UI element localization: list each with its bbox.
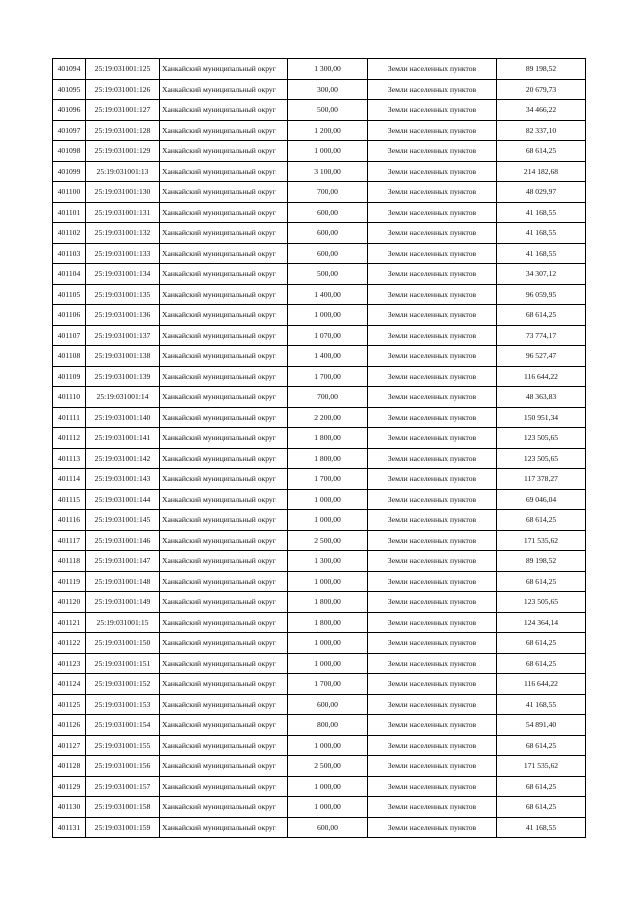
area-cell: 1 700,00 — [288, 674, 368, 695]
record-number-cell: 401131 — [53, 817, 86, 838]
area-cell: 600,00 — [288, 694, 368, 715]
record-number-cell: 401123 — [53, 653, 86, 674]
cadastral-number-cell: 25:19:031001:145 — [86, 510, 160, 531]
cadastral-value-cell: 117 378,27 — [497, 469, 586, 490]
cadastral-value-cell: 150 951,34 — [497, 407, 586, 428]
land-category-cell: Земли населенных пунктов — [368, 120, 497, 141]
cadastral-value-cell: 89 198,52 — [497, 59, 586, 80]
area-cell: 600,00 — [288, 202, 368, 223]
table-row — [53, 428, 586, 449]
municipality-cell: Ханкайский муниципальный округ — [160, 756, 288, 777]
cadastral-value-cell: 68 614,25 — [497, 571, 586, 592]
area-cell: 1 300,00 — [288, 59, 368, 80]
land-category-cell: Земли населенных пунктов — [368, 469, 497, 490]
table-row — [53, 530, 586, 551]
municipality-cell: Ханкайский муниципальный округ — [160, 79, 288, 100]
land-category-cell: Земли населенных пунктов — [368, 346, 497, 367]
land-category-cell: Земли населенных пунктов — [368, 141, 497, 162]
cadastral-number-cell: 25:19:031001:135 — [86, 284, 160, 305]
cadastral-value-cell: 68 614,25 — [497, 797, 586, 818]
cadastral-value-cell: 68 614,25 — [497, 141, 586, 162]
land-category-cell: Земли населенных пунктов — [368, 182, 497, 203]
cadastral-number-cell: 25:19:031001:155 — [86, 735, 160, 756]
record-number-cell: 401129 — [53, 776, 86, 797]
cadastral-value-cell: 123 505,65 — [497, 448, 586, 469]
table-row — [53, 653, 586, 674]
land-category-cell: Земли населенных пунктов — [368, 387, 497, 408]
record-number-cell: 401096 — [53, 100, 86, 121]
cadastral-number-cell: 25:19:031001:133 — [86, 243, 160, 264]
cadastral-value-cell: 96 527,47 — [497, 346, 586, 367]
area-cell: 1 700,00 — [288, 366, 368, 387]
table-row — [53, 448, 586, 469]
table-row — [53, 674, 586, 695]
record-number-cell: 401108 — [53, 346, 86, 367]
table-row — [53, 756, 586, 777]
municipality-cell: Ханкайский муниципальный округ — [160, 551, 288, 572]
area-cell: 1 700,00 — [288, 469, 368, 490]
area-cell: 800,00 — [288, 715, 368, 736]
table-row — [53, 346, 586, 367]
record-number-cell: 401122 — [53, 633, 86, 654]
cadastral-number-cell: 25:19:031001:134 — [86, 264, 160, 285]
area-cell: 700,00 — [288, 387, 368, 408]
cadastral-number-cell: 25:19:031001:127 — [86, 100, 160, 121]
municipality-cell: Ханкайский муниципальный округ — [160, 448, 288, 469]
table-row — [53, 182, 586, 203]
cadastral-number-cell: 25:19:031001:148 — [86, 571, 160, 592]
cadastral-value-cell: 69 046,04 — [497, 489, 586, 510]
area-cell: 1 000,00 — [288, 489, 368, 510]
record-number-cell: 401125 — [53, 694, 86, 715]
cadastral-number-cell: 25:19:031001:14 — [86, 387, 160, 408]
municipality-cell: Ханкайский муниципальный округ — [160, 530, 288, 551]
cadastral-value-cell: 123 505,65 — [497, 592, 586, 613]
cadastral-value-cell: 171 535,62 — [497, 756, 586, 777]
land-category-cell: Земли населенных пунктов — [368, 59, 497, 80]
municipality-cell: Ханкайский муниципальный округ — [160, 776, 288, 797]
table-row — [53, 264, 586, 285]
cadastral-value-cell: 41 168,55 — [497, 243, 586, 264]
table-row — [53, 489, 586, 510]
cadastral-number-cell: 25:19:031001:137 — [86, 325, 160, 346]
table-row — [53, 141, 586, 162]
cadastral-value-cell: 41 168,55 — [497, 223, 586, 244]
record-number-cell: 401120 — [53, 592, 86, 613]
land-category-cell: Земли населенных пунктов — [368, 428, 497, 449]
cadastral-value-cell: 34 466,22 — [497, 100, 586, 121]
land-category-cell: Земли населенных пунктов — [368, 325, 497, 346]
land-category-cell: Земли населенных пунктов — [368, 100, 497, 121]
record-number-cell: 401118 — [53, 551, 86, 572]
municipality-cell: Ханкайский муниципальный округ — [160, 141, 288, 162]
land-category-cell: Земли населенных пунктов — [368, 305, 497, 326]
area-cell: 1 200,00 — [288, 120, 368, 141]
municipality-cell: Ханкайский муниципальный округ — [160, 305, 288, 326]
cadastral-number-cell: 25:19:031001:149 — [86, 592, 160, 613]
municipality-cell: Ханкайский муниципальный округ — [160, 715, 288, 736]
land-category-cell: Земли населенных пунктов — [368, 633, 497, 654]
cadastral-value-cell: 68 614,25 — [497, 776, 586, 797]
municipality-cell: Ханкайский муниципальный округ — [160, 797, 288, 818]
area-cell: 1 000,00 — [288, 776, 368, 797]
record-number-cell: 401110 — [53, 387, 86, 408]
land-category-cell: Земли населенных пунктов — [368, 756, 497, 777]
cadastral-value-cell: 54 891,40 — [497, 715, 586, 736]
cadastral-value-cell: 82 337,10 — [497, 120, 586, 141]
table-row — [53, 592, 586, 613]
municipality-cell: Ханкайский муниципальный округ — [160, 428, 288, 449]
record-number-cell: 401124 — [53, 674, 86, 695]
cadastral-value-cell: 41 168,55 — [497, 202, 586, 223]
municipality-cell: Ханкайский муниципальный округ — [160, 674, 288, 695]
cadastral-number-cell: 25:19:031001:136 — [86, 305, 160, 326]
land-category-cell: Земли населенных пунктов — [368, 243, 497, 264]
cadastral-value-cell: 41 168,55 — [497, 694, 586, 715]
land-category-cell: Земли населенных пунктов — [368, 448, 497, 469]
cadastral-value-cell: 68 614,25 — [497, 735, 586, 756]
cadastral-number-cell: 25:19:031001:126 — [86, 79, 160, 100]
cadastral-value-cell: 89 198,52 — [497, 551, 586, 572]
land-category-cell: Земли населенных пунктов — [368, 530, 497, 551]
cadastral-number-cell: 25:19:031001:129 — [86, 141, 160, 162]
record-number-cell: 401119 — [53, 571, 86, 592]
municipality-cell: Ханкайский муниципальный округ — [160, 284, 288, 305]
area-cell: 1 000,00 — [288, 305, 368, 326]
area-cell: 300,00 — [288, 79, 368, 100]
cadastral-number-cell: 25:19:031001:139 — [86, 366, 160, 387]
cadastral-number-cell: 25:19:031001:152 — [86, 674, 160, 695]
area-cell: 1 000,00 — [288, 633, 368, 654]
municipality-cell: Ханкайский муниципальный округ — [160, 592, 288, 613]
cadastral-number-cell: 25:19:031001:158 — [86, 797, 160, 818]
cadastral-value-cell: 48 363,83 — [497, 387, 586, 408]
table-row — [53, 202, 586, 223]
cadastral-number-cell: 25:19:031001:140 — [86, 407, 160, 428]
record-number-cell: 401106 — [53, 305, 86, 326]
area-cell: 500,00 — [288, 100, 368, 121]
table-row — [53, 612, 586, 633]
municipality-cell: Ханкайский муниципальный округ — [160, 202, 288, 223]
municipality-cell: Ханкайский муниципальный округ — [160, 694, 288, 715]
cadastral-number-cell: 25:19:031001:130 — [86, 182, 160, 203]
area-cell: 1 800,00 — [288, 448, 368, 469]
area-cell: 1 400,00 — [288, 346, 368, 367]
table-row — [53, 387, 586, 408]
cadastral-value-cell: 116 644,22 — [497, 674, 586, 695]
record-number-cell: 401094 — [53, 59, 86, 80]
table-row — [53, 407, 586, 428]
municipality-cell: Ханкайский муниципальный округ — [160, 264, 288, 285]
area-cell: 600,00 — [288, 243, 368, 264]
municipality-cell: Ханкайский муниципальный округ — [160, 243, 288, 264]
area-cell: 1 800,00 — [288, 592, 368, 613]
municipality-cell: Ханкайский муниципальный округ — [160, 469, 288, 490]
table-row — [53, 59, 586, 80]
cadastral-number-cell: 25:19:031001:128 — [86, 120, 160, 141]
cadastral-number-cell: 25:19:031001:159 — [86, 817, 160, 838]
land-category-cell: Земли населенных пунктов — [368, 510, 497, 531]
record-number-cell: 401105 — [53, 284, 86, 305]
table-row — [53, 161, 586, 182]
municipality-cell: Ханкайский муниципальный округ — [160, 633, 288, 654]
land-category-cell: Земли населенных пунктов — [368, 79, 497, 100]
cadastral-number-cell: 25:19:031001:132 — [86, 223, 160, 244]
cadastral-value-cell: 214 182,68 — [497, 161, 586, 182]
table-row — [53, 100, 586, 121]
cadastral-value-cell: 68 614,25 — [497, 633, 586, 654]
cadastral-number-cell: 25:19:031001:153 — [86, 694, 160, 715]
table-row — [53, 325, 586, 346]
record-number-cell: 401112 — [53, 428, 86, 449]
cadastral-value-cell: 68 614,25 — [497, 305, 586, 326]
record-number-cell: 401113 — [53, 448, 86, 469]
record-number-cell: 401107 — [53, 325, 86, 346]
municipality-cell: Ханкайский муниципальный округ — [160, 182, 288, 203]
land-category-cell: Земли населенных пунктов — [368, 551, 497, 572]
table-row — [53, 817, 586, 838]
cadastral-number-cell: 25:19:031001:147 — [86, 551, 160, 572]
table-row — [53, 735, 586, 756]
municipality-cell: Ханкайский муниципальный округ — [160, 489, 288, 510]
record-number-cell: 401126 — [53, 715, 86, 736]
record-number-cell: 401101 — [53, 202, 86, 223]
land-category-cell: Земли населенных пунктов — [368, 797, 497, 818]
record-number-cell: 401098 — [53, 141, 86, 162]
area-cell: 700,00 — [288, 182, 368, 203]
table-row — [53, 366, 586, 387]
land-category-cell: Земли населенных пунктов — [368, 284, 497, 305]
cadastral-number-cell: 25:19:031001:146 — [86, 530, 160, 551]
record-number-cell: 401102 — [53, 223, 86, 244]
cadastral-number-cell: 25:19:031001:142 — [86, 448, 160, 469]
table-row — [53, 510, 586, 531]
cadastral-value-cell: 68 614,25 — [497, 510, 586, 531]
table-body — [53, 59, 586, 838]
land-category-cell: Земли населенных пунктов — [368, 264, 497, 285]
municipality-cell: Ханкайский муниципальный округ — [160, 387, 288, 408]
record-number-cell: 401109 — [53, 366, 86, 387]
municipality-cell: Ханкайский муниципальный округ — [160, 120, 288, 141]
cadastral-value-cell: 34 307,12 — [497, 264, 586, 285]
area-cell: 1 800,00 — [288, 612, 368, 633]
record-number-cell: 401114 — [53, 469, 86, 490]
cadastral-number-cell: 25:19:031001:138 — [86, 346, 160, 367]
cadastral-number-cell: 25:19:031001:13 — [86, 161, 160, 182]
municipality-cell: Ханкайский муниципальный округ — [160, 366, 288, 387]
land-category-cell: Земли населенных пунктов — [368, 489, 497, 510]
cadastral-number-cell: 25:19:031001:154 — [86, 715, 160, 736]
municipality-cell: Ханкайский муниципальный округ — [160, 735, 288, 756]
cadastral-number-cell: 25:19:031001:144 — [86, 489, 160, 510]
area-cell: 1 000,00 — [288, 735, 368, 756]
land-category-cell: Земли населенных пунктов — [368, 202, 497, 223]
land-category-cell: Земли населенных пунктов — [368, 612, 497, 633]
table-row — [53, 120, 586, 141]
land-category-cell: Земли населенных пунктов — [368, 653, 497, 674]
table-row — [53, 223, 586, 244]
record-number-cell: 401115 — [53, 489, 86, 510]
record-number-cell: 401117 — [53, 530, 86, 551]
municipality-cell: Ханкайский муниципальный округ — [160, 161, 288, 182]
land-category-cell: Земли населенных пунктов — [368, 592, 497, 613]
land-category-cell: Земли населенных пунктов — [368, 817, 497, 838]
area-cell: 1 400,00 — [288, 284, 368, 305]
cadastral-number-cell: 25:19:031001:141 — [86, 428, 160, 449]
area-cell: 1 000,00 — [288, 571, 368, 592]
land-category-cell: Земли населенных пунктов — [368, 735, 497, 756]
table-row — [53, 243, 586, 264]
cadastral-number-cell: 25:19:031001:131 — [86, 202, 160, 223]
cadastral-value-cell: 123 505,65 — [497, 428, 586, 449]
table-row — [53, 551, 586, 572]
record-number-cell: 401128 — [53, 756, 86, 777]
record-number-cell: 401100 — [53, 182, 86, 203]
land-category-cell: Земли населенных пунктов — [368, 407, 497, 428]
table-row — [53, 571, 586, 592]
municipality-cell: Ханкайский муниципальный округ — [160, 59, 288, 80]
record-number-cell: 401111 — [53, 407, 86, 428]
municipality-cell: Ханкайский муниципальный округ — [160, 407, 288, 428]
land-category-cell: Земли населенных пунктов — [368, 694, 497, 715]
land-plots-table — [52, 58, 586, 838]
cadastral-value-cell: 116 644,22 — [497, 366, 586, 387]
land-category-cell: Земли населенных пунктов — [368, 366, 497, 387]
municipality-cell: Ханкайский муниципальный округ — [160, 325, 288, 346]
municipality-cell: Ханкайский муниципальный округ — [160, 510, 288, 531]
record-number-cell: 401095 — [53, 79, 86, 100]
municipality-cell: Ханкайский муниципальный округ — [160, 100, 288, 121]
table-row — [53, 305, 586, 326]
area-cell: 2 200,00 — [288, 407, 368, 428]
area-cell: 1 000,00 — [288, 510, 368, 531]
record-number-cell: 401099 — [53, 161, 86, 182]
land-category-cell: Земли населенных пунктов — [368, 715, 497, 736]
table-row — [53, 797, 586, 818]
cadastral-number-cell: 25:19:031001:150 — [86, 633, 160, 654]
record-number-cell: 401127 — [53, 735, 86, 756]
area-cell: 600,00 — [288, 817, 368, 838]
municipality-cell: Ханкайский муниципальный округ — [160, 612, 288, 633]
record-number-cell: 401104 — [53, 264, 86, 285]
record-number-cell: 401097 — [53, 120, 86, 141]
table-row — [53, 79, 586, 100]
cadastral-value-cell: 73 774,17 — [497, 325, 586, 346]
cadastral-number-cell: 25:19:031001:15 — [86, 612, 160, 633]
cadastral-value-cell: 48 029,97 — [497, 182, 586, 203]
area-cell: 600,00 — [288, 223, 368, 244]
land-category-cell: Земли населенных пунктов — [368, 674, 497, 695]
area-cell: 500,00 — [288, 264, 368, 285]
area-cell: 1 070,00 — [288, 325, 368, 346]
record-number-cell: 401121 — [53, 612, 86, 633]
cadastral-value-cell: 41 168,55 — [497, 817, 586, 838]
table-row — [53, 715, 586, 736]
land-category-cell: Земли населенных пунктов — [368, 223, 497, 244]
record-number-cell: 401116 — [53, 510, 86, 531]
cadastral-value-cell: 124 364,14 — [497, 612, 586, 633]
land-category-cell: Земли населенных пунктов — [368, 161, 497, 182]
cadastral-value-cell: 96 059,95 — [497, 284, 586, 305]
cadastral-number-cell: 25:19:031001:125 — [86, 59, 160, 80]
cadastral-number-cell: 25:19:031001:143 — [86, 469, 160, 490]
municipality-cell: Ханкайский муниципальный округ — [160, 817, 288, 838]
cadastral-value-cell: 68 614,25 — [497, 653, 586, 674]
land-category-cell: Земли населенных пунктов — [368, 776, 497, 797]
cadastral-number-cell: 25:19:031001:156 — [86, 756, 160, 777]
area-cell: 1 800,00 — [288, 428, 368, 449]
cadastral-number-cell: 25:19:031001:157 — [86, 776, 160, 797]
area-cell: 2 500,00 — [288, 530, 368, 551]
municipality-cell: Ханкайский муниципальный округ — [160, 346, 288, 367]
municipality-cell: Ханкайский муниципальный округ — [160, 653, 288, 674]
table-row — [53, 694, 586, 715]
record-number-cell: 401103 — [53, 243, 86, 264]
table-row — [53, 633, 586, 654]
cadastral-number-cell: 25:19:031001:151 — [86, 653, 160, 674]
municipality-cell: Ханкайский муниципальный округ — [160, 223, 288, 244]
area-cell: 1 300,00 — [288, 551, 368, 572]
area-cell: 2 500,00 — [288, 756, 368, 777]
area-cell: 1 000,00 — [288, 797, 368, 818]
cadastral-value-cell: 20 679,73 — [497, 79, 586, 100]
land-category-cell: Земли населенных пунктов — [368, 571, 497, 592]
table-row — [53, 469, 586, 490]
record-number-cell: 401130 — [53, 797, 86, 818]
area-cell: 3 100,00 — [288, 161, 368, 182]
cadastral-value-cell: 171 535,62 — [497, 530, 586, 551]
municipality-cell: Ханкайский муниципальный округ — [160, 571, 288, 592]
table-row — [53, 284, 586, 305]
document-page — [52, 58, 585, 838]
table-row — [53, 776, 586, 797]
area-cell: 1 000,00 — [288, 653, 368, 674]
area-cell: 1 000,00 — [288, 141, 368, 162]
